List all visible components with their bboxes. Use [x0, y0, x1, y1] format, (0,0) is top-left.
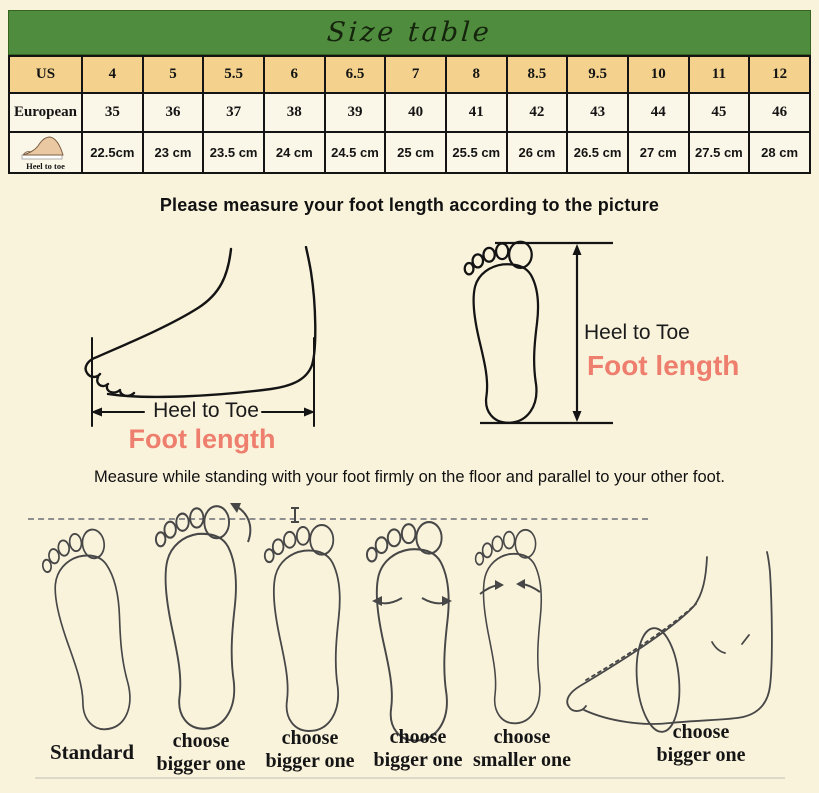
gap-tick-icon: [291, 508, 299, 522]
cm-size-cell: 28 cm: [749, 132, 810, 173]
cm-size-cell: 27 cm: [628, 132, 689, 173]
fit-guide-label: choose smaller one: [473, 726, 571, 771]
heel-to-toe-label-left: Heel to Toe: [153, 399, 259, 422]
foot-length-label-right: Foot length: [587, 350, 740, 381]
fit-guide-label: Standard: [49, 740, 135, 764]
standing-instruction-text: Measure while standing with your foot firmly on the floor and parallel to your other foot.: [94, 468, 725, 486]
eu-size-cell: 44: [628, 93, 689, 132]
width-arrows-outward-icon: [372, 596, 452, 606]
heel-row-label: Heel to toe: [26, 161, 65, 172]
us-size-cell: 8: [446, 56, 507, 93]
us-size-cell: 7: [385, 56, 446, 93]
european-row-label: European: [9, 93, 82, 132]
fit-guide-label: choose bigger one: [373, 726, 463, 771]
us-size-cell: 4: [82, 56, 143, 93]
us-size-cell: 6: [264, 56, 325, 93]
eu-size-cell: 41: [446, 93, 507, 132]
cm-size-cell: 23.5 cm: [203, 132, 264, 173]
bottom-divider: [35, 777, 785, 779]
size-table-header: [8, 10, 811, 55]
us-size-cell: 12: [749, 56, 810, 93]
size-table: [8, 55, 811, 174]
fit-foot-standard: [42, 520, 152, 740]
fit-foot-narrow: [472, 522, 572, 752]
fit-guide-label: choose bigger one: [156, 730, 246, 775]
fit-foot-at-line: [262, 506, 372, 746]
eu-size-cell: 40: [385, 93, 446, 132]
width-arrows-inward-icon: [480, 579, 540, 594]
us-size-cell: 8.5: [507, 56, 568, 93]
fit-guide-label: choose bigger one: [265, 727, 355, 772]
fit-foot-girth: [560, 550, 810, 745]
cm-size-cell: 22.5cm: [82, 132, 143, 173]
cm-size-cell: 24 cm: [264, 132, 325, 173]
us-size-cell: 11: [689, 56, 750, 93]
size-table-title: Size table: [326, 17, 493, 48]
cm-size-cell: 26 cm: [507, 132, 568, 173]
heel-to-toe-label-right: Heel to Toe: [584, 321, 690, 344]
cm-size-cell: 26.5 cm: [567, 132, 628, 173]
cm-size-cell: 27.5 cm: [689, 132, 750, 173]
eu-size-cell: 45: [689, 93, 750, 132]
over-line-arrow-icon: [230, 503, 250, 542]
measure-instruction-heading: Please measure your foot length according to the picture: [159, 195, 660, 215]
european-size-row: [9, 93, 810, 132]
us-size-cell: 5.5: [203, 56, 264, 93]
eu-size-cell: 46: [749, 93, 810, 132]
cm-size-cell: 25 cm: [385, 132, 446, 173]
eu-size-cell: 42: [507, 93, 568, 132]
us-size-cell: 5: [143, 56, 204, 93]
eu-size-cell: 39: [325, 93, 386, 132]
eu-size-cell: 35: [82, 93, 143, 132]
girth-loop-icon: [633, 626, 684, 733]
fit-guide-label: choose bigger one: [656, 721, 746, 766]
fit-foot-wide: [362, 516, 477, 756]
us-size-row: [9, 56, 810, 93]
heel-row-label-cell: [9, 132, 82, 173]
us-row-label: US: [9, 56, 82, 93]
cm-size-cell: 24.5 cm: [325, 132, 386, 173]
eu-size-cell: 36: [143, 93, 204, 132]
foot-side-icon: [19, 134, 73, 161]
us-size-cell: 6.5: [325, 56, 386, 93]
cm-size-cell: 23 cm: [143, 132, 204, 173]
eu-size-cell: 38: [264, 93, 325, 132]
fit-foot-long-toe: [150, 500, 262, 740]
eu-size-cell: 37: [203, 93, 264, 132]
us-size-cell: 9.5: [567, 56, 628, 93]
cm-size-cell: 25.5 cm: [446, 132, 507, 173]
us-size-cell: 10: [628, 56, 689, 93]
eu-size-cell: 43: [567, 93, 628, 132]
heel-to-toe-row: [9, 132, 810, 173]
foot-length-label-left: Foot length: [128, 424, 276, 454]
